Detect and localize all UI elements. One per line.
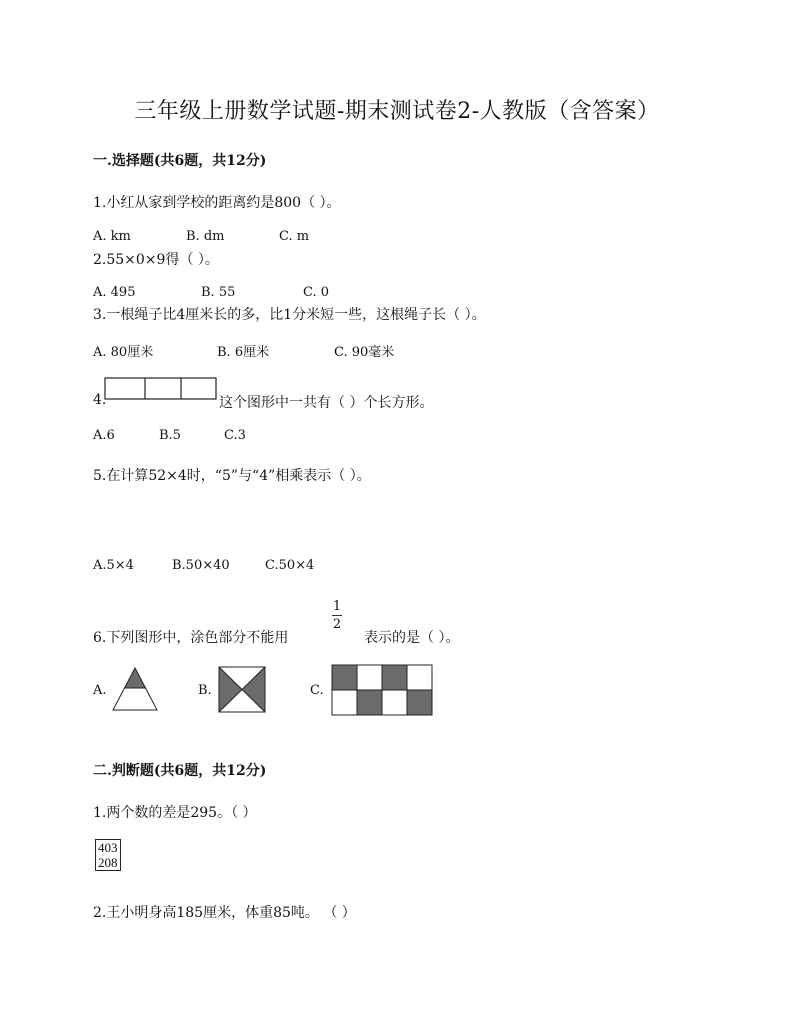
triangle-figure: [111, 666, 159, 712]
number-box-top: 403: [98, 840, 118, 855]
checkerboard-grid-figure: [331, 664, 433, 716]
three-rectangles-figure: [104, 377, 218, 403]
q6-option-c: C.: [310, 683, 324, 698]
q2-option-c: C. 0: [303, 285, 330, 300]
question-4-text: 这个图形中一共有（ ）个长方形。: [219, 395, 434, 411]
question-1: 1.小红从家到学校的距离约是800（ ）。: [93, 195, 341, 211]
true-false-question-2: 2.王小明身高185厘米，体重85吨。 （ ）: [93, 905, 356, 921]
question-6-text-after: 表示的是（ ）。: [364, 630, 460, 646]
q1-option-a: A. km: [93, 229, 131, 244]
q3-option-b: B. 6厘米: [217, 345, 270, 360]
question-6-text-before: 6.下列图形中，涂色部分不能用: [93, 630, 289, 646]
square-diagonals-figure: [218, 666, 266, 713]
q6-option-a: A.: [93, 683, 107, 698]
q2-option-a: A. 495: [93, 285, 136, 300]
q5-option-c: C.50×4: [265, 558, 315, 573]
q5-option-a: A.5×4: [93, 558, 134, 573]
q2-option-b: B. 55: [201, 285, 236, 300]
question-2: 2.55×0×9得（ ）。: [93, 252, 219, 268]
number-box-bottom: 208: [98, 855, 118, 870]
section-heading-choice: 一.选择题(共6题，共12分): [93, 153, 267, 169]
page-title: 三年级上册数学试题-期末测试卷2-人教版（含答案）: [134, 99, 660, 124]
section-heading-true-false: 二.判断题(共6题，共12分): [93, 763, 267, 779]
q6-option-b: B.: [198, 683, 212, 698]
fraction-denominator: 2: [332, 617, 342, 632]
q4-option-c: C.3: [224, 428, 246, 443]
fraction-numerator: 1: [332, 599, 342, 614]
q1-option-c: C. m: [279, 229, 310, 244]
question-3: 3.一根绳子比4厘米长的多，比1分米短一些，这根绳子长（ ）。: [93, 307, 486, 323]
one-half-fraction: [329, 598, 345, 633]
number-box: [95, 839, 121, 871]
question-4-number: 4.: [93, 392, 107, 408]
q4-option-a: A.6: [93, 428, 115, 443]
question-5: 5.在计算52×4时，“5”与“4”相乘表示（ ）。: [93, 468, 371, 484]
q3-option-a: A. 80厘米: [93, 345, 154, 360]
q3-option-c: C. 90毫米: [334, 345, 395, 360]
q5-option-b: B.50×40: [172, 558, 230, 573]
q4-option-b: B.5: [159, 428, 181, 443]
q1-option-b: B. dm: [186, 229, 225, 244]
true-false-question-1: 1.两个数的差是295。（ ）: [93, 805, 257, 821]
